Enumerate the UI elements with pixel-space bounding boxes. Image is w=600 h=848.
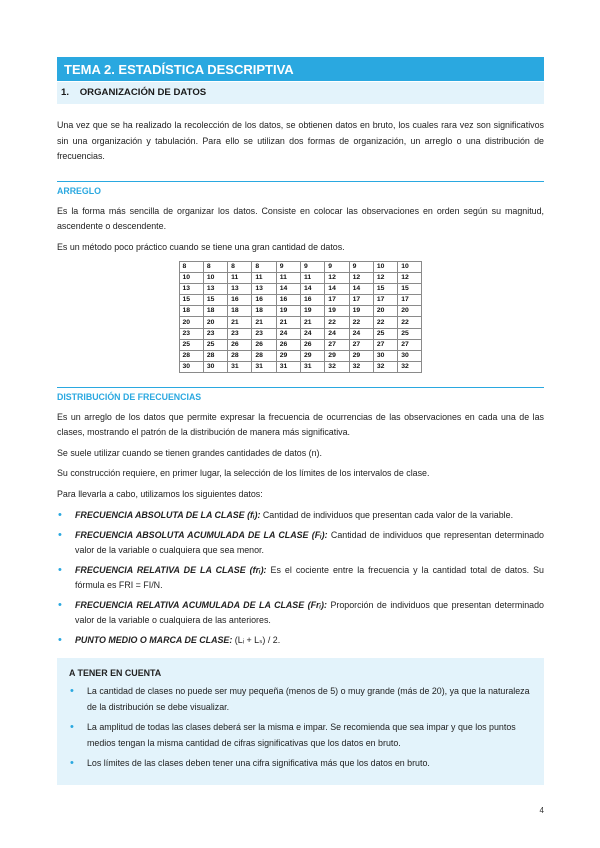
definition-text: Cantidad de individuos que representan determinado valor de la variable o cualquiera que sea menor.	[75, 529, 544, 556]
table-cell: 9	[349, 262, 373, 273]
document-page	[57, 57, 544, 785]
bullet-icon: •	[58, 633, 62, 646]
table-cell: 22	[349, 317, 373, 328]
definition-text: Cantidad de individuos que presentan cada valor de la variable.	[260, 510, 514, 521]
table-cell: 13	[179, 284, 203, 295]
table-row	[179, 306, 422, 317]
definition-text: (Lᵢ + Lₛ) / 2.	[232, 634, 281, 645]
definition-text: Es el cociente entre la frecuencia y la cantidad total de datos. Su fórmula es FRI = FI/N.	[75, 564, 544, 591]
table-row	[179, 284, 422, 295]
definition-item	[57, 508, 544, 524]
table-cell: 15	[179, 295, 203, 306]
table-cell: 29	[325, 350, 349, 361]
table-cell: 20	[179, 317, 203, 328]
table-cell: 10	[203, 273, 227, 284]
table-cell: 28	[252, 350, 276, 361]
table-cell: 30	[179, 361, 203, 372]
table-cell: 20	[398, 306, 422, 317]
note-item	[69, 684, 532, 715]
table-cell: 28	[179, 350, 203, 361]
table-cell: 12	[325, 273, 349, 284]
table-cell: 21	[276, 317, 300, 328]
note-text: Los límites de las clases deben tener una cifra significativa más que los datos en bruto.	[87, 758, 430, 769]
table-cell: 25	[179, 339, 203, 350]
table-cell: 22	[373, 317, 397, 328]
table-cell: 19	[349, 306, 373, 317]
table-cell: 30	[203, 361, 227, 372]
table-cell: 24	[349, 328, 373, 339]
table-cell: 16	[252, 295, 276, 306]
table-cell: 17	[373, 295, 397, 306]
table-cell: 30	[398, 350, 422, 361]
table-cell: 19	[276, 306, 300, 317]
table-cell: 31	[252, 361, 276, 372]
table-cell: 17	[349, 295, 373, 306]
note-item	[69, 756, 532, 772]
table-cell: 16	[228, 295, 252, 306]
table-cell: 26	[252, 339, 276, 350]
table-cell: 12	[373, 273, 397, 284]
distribucion-paragraph-4: Para llevarla a cabo, utilizamos los siguientes datos:	[57, 488, 263, 499]
distribucion-paragraph-2: Se suele utilizar cuando se tienen grandes cantidades de datos (n).	[57, 447, 322, 458]
table-cell: 20	[373, 306, 397, 317]
table-cell: 26	[276, 339, 300, 350]
chapter-title: TEMA 2. ESTADÍSTICA DESCRIPTIVA	[57, 57, 544, 81]
arreglo-paragraph-1: Es la forma más sencilla de organizar los datos. Consiste en colocar las observaciones en orden según su magnitud, ascendente o descendente.	[57, 205, 544, 231]
note-list	[69, 684, 532, 772]
arreglo-paragraph-2: Es un método poco práctico cuando se tiene una gran cantidad de datos.	[57, 241, 345, 252]
table-cell: 11	[276, 273, 300, 284]
table-cell: 11	[228, 273, 252, 284]
table-row	[179, 295, 422, 306]
table-row	[179, 317, 422, 328]
table-cell: 10	[373, 262, 397, 273]
note-text: La amplitud de todas las clases deberá ser la misma e impar. Se recomienda que sea impar y que los puntos medios tengan la misma cantidad de cifras significativas que los datos en bruto.	[87, 722, 516, 748]
table-cell: 25	[398, 328, 422, 339]
bullet-icon: •	[58, 563, 62, 576]
table-cell: 31	[276, 361, 300, 372]
table-cell: 15	[203, 295, 227, 306]
definition-item	[57, 598, 544, 629]
table-cell: 23	[228, 328, 252, 339]
table-cell: 24	[325, 328, 349, 339]
bullet-icon: •	[70, 721, 74, 734]
table-cell: 18	[179, 306, 203, 317]
arreglo-heading: ARREGLO	[57, 181, 544, 196]
table-cell: 27	[398, 339, 422, 350]
table-cell: 14	[325, 284, 349, 295]
definitions-list	[57, 508, 544, 648]
table-cell: 11	[252, 273, 276, 284]
table-cell: 15	[373, 284, 397, 295]
bullet-icon: •	[70, 685, 74, 698]
definition-text: Proporción de individuos que presentan determinado valor de la variable o cualquiera de las anteriores.	[75, 599, 544, 626]
table-cell: 22	[325, 317, 349, 328]
table-cell: 32	[398, 361, 422, 372]
table-cell: 24	[276, 328, 300, 339]
table-cell: 17	[398, 295, 422, 306]
table-cell: 14	[349, 284, 373, 295]
table-cell: 12	[398, 273, 422, 284]
table-cell: 31	[228, 361, 252, 372]
table-cell: 24	[301, 328, 325, 339]
table-cell: 26	[301, 339, 325, 350]
table-cell: 8	[228, 262, 252, 273]
table-cell: 29	[276, 350, 300, 361]
distribucion-paragraph-1: Es un arreglo de los datos que permite expresar la frecuencia de ocurrencias de las observaciones en cada una de las clases, mostrando el patrón de la distribución de manera más significativa.	[57, 411, 544, 438]
bullet-icon: •	[70, 757, 74, 770]
table-cell: 17	[325, 295, 349, 306]
table-cell: 10	[398, 262, 422, 273]
table-cell: 18	[252, 306, 276, 317]
table-cell: 22	[398, 317, 422, 328]
definition-term: PUNTO MEDIO O MARCA DE CLASE:	[75, 634, 233, 645]
table-cell: 13	[203, 284, 227, 295]
table-cell: 8	[252, 262, 276, 273]
intro-paragraph: Una vez que se ha realizado la recolección de los datos, se obtienen datos en bruto, los cuales rara vez son significativos sin una organización y tabulación. Para ello se utilizan dos formas de organización, un arreglo o una distribución de frecuencias.	[57, 120, 544, 161]
table-cell: 29	[301, 350, 325, 361]
table-cell: 9	[325, 262, 349, 273]
table-cell: 21	[301, 317, 325, 328]
distribucion-paragraph-3: Su construcción requiere, en primer lugar, la selección de los límites de los intervalos de clase.	[57, 468, 430, 479]
table-cell: 29	[349, 350, 373, 361]
table-row	[179, 262, 422, 273]
definition-item	[57, 563, 544, 594]
bullet-icon: •	[58, 528, 62, 541]
table-cell: 27	[325, 339, 349, 350]
bullet-icon: •	[58, 598, 62, 611]
table-cell: 23	[203, 328, 227, 339]
definition-term: FRECUENCIA ABSOLUTA DE LA CLASE (fᵢ):	[75, 510, 261, 521]
section-title: ORGANIZACIÓN DE DATOS	[79, 87, 207, 98]
table-cell: 9	[276, 262, 300, 273]
table-cell: 23	[179, 328, 203, 339]
table-cell: 28	[203, 350, 227, 361]
table-cell: 12	[349, 273, 373, 284]
note-title: A TENER EN CUENTA	[69, 668, 162, 679]
table-cell: 18	[228, 306, 252, 317]
table-cell: 8	[203, 262, 227, 273]
table-cell: 8	[179, 262, 203, 273]
table-cell: 25	[373, 328, 397, 339]
ordered-data-table	[179, 261, 423, 373]
definition-term: FRECUENCIA RELATIVA DE LA CLASE (frᵢ):	[75, 564, 267, 575]
definition-term: FRECUENCIA RELATIVA ACUMULADA DE LA CLASE (Frᵢ):	[75, 599, 327, 610]
section-heading	[57, 82, 544, 104]
table-cell: 31	[301, 361, 325, 372]
bullet-icon: •	[58, 509, 62, 522]
table-row	[179, 361, 422, 372]
distribucion-heading: DISTRIBUCIÓN DE FRECUENCIAS	[57, 387, 544, 402]
table-cell: 32	[325, 361, 349, 372]
table-cell: 14	[276, 284, 300, 295]
table-cell: 30	[373, 350, 397, 361]
table-cell: 19	[301, 306, 325, 317]
table-cell: 27	[349, 339, 373, 350]
table-cell: 16	[301, 295, 325, 306]
note-item	[69, 720, 532, 751]
table-cell: 16	[276, 295, 300, 306]
table-cell: 21	[252, 317, 276, 328]
table-row	[179, 273, 422, 284]
definition-item	[57, 633, 544, 649]
note-box	[57, 658, 544, 785]
table-cell: 27	[373, 339, 397, 350]
table-cell: 32	[349, 361, 373, 372]
table-cell: 21	[228, 317, 252, 328]
table-cell: 11	[301, 273, 325, 284]
table-row	[179, 328, 422, 339]
table-cell: 19	[325, 306, 349, 317]
table-cell: 28	[228, 350, 252, 361]
table-row	[179, 350, 422, 361]
table-cell: 20	[203, 317, 227, 328]
table-cell: 13	[228, 284, 252, 295]
table-row	[179, 339, 422, 350]
section-number: 1.	[61, 87, 70, 98]
table-cell: 15	[398, 284, 422, 295]
table-cell: 26	[228, 339, 252, 350]
table-cell: 25	[203, 339, 227, 350]
table-cell: 10	[179, 273, 203, 284]
table-cell: 23	[252, 328, 276, 339]
table-cell: 9	[301, 262, 325, 273]
definition-term: FRECUENCIA ABSOLUTA ACUMULADA DE LA CLASE (Fᵢ):	[75, 529, 328, 540]
page-number: 4	[539, 806, 544, 815]
table-cell: 13	[252, 284, 276, 295]
definition-item	[57, 528, 544, 559]
note-text: La cantidad de clases no puede ser muy pequeña (menos de 5) o muy grande (más de 20), ya que la naturaleza de la distribución se debe visualizar.	[87, 686, 530, 712]
table-cell: 18	[203, 306, 227, 317]
table-cell: 32	[373, 361, 397, 372]
table-cell: 14	[301, 284, 325, 295]
